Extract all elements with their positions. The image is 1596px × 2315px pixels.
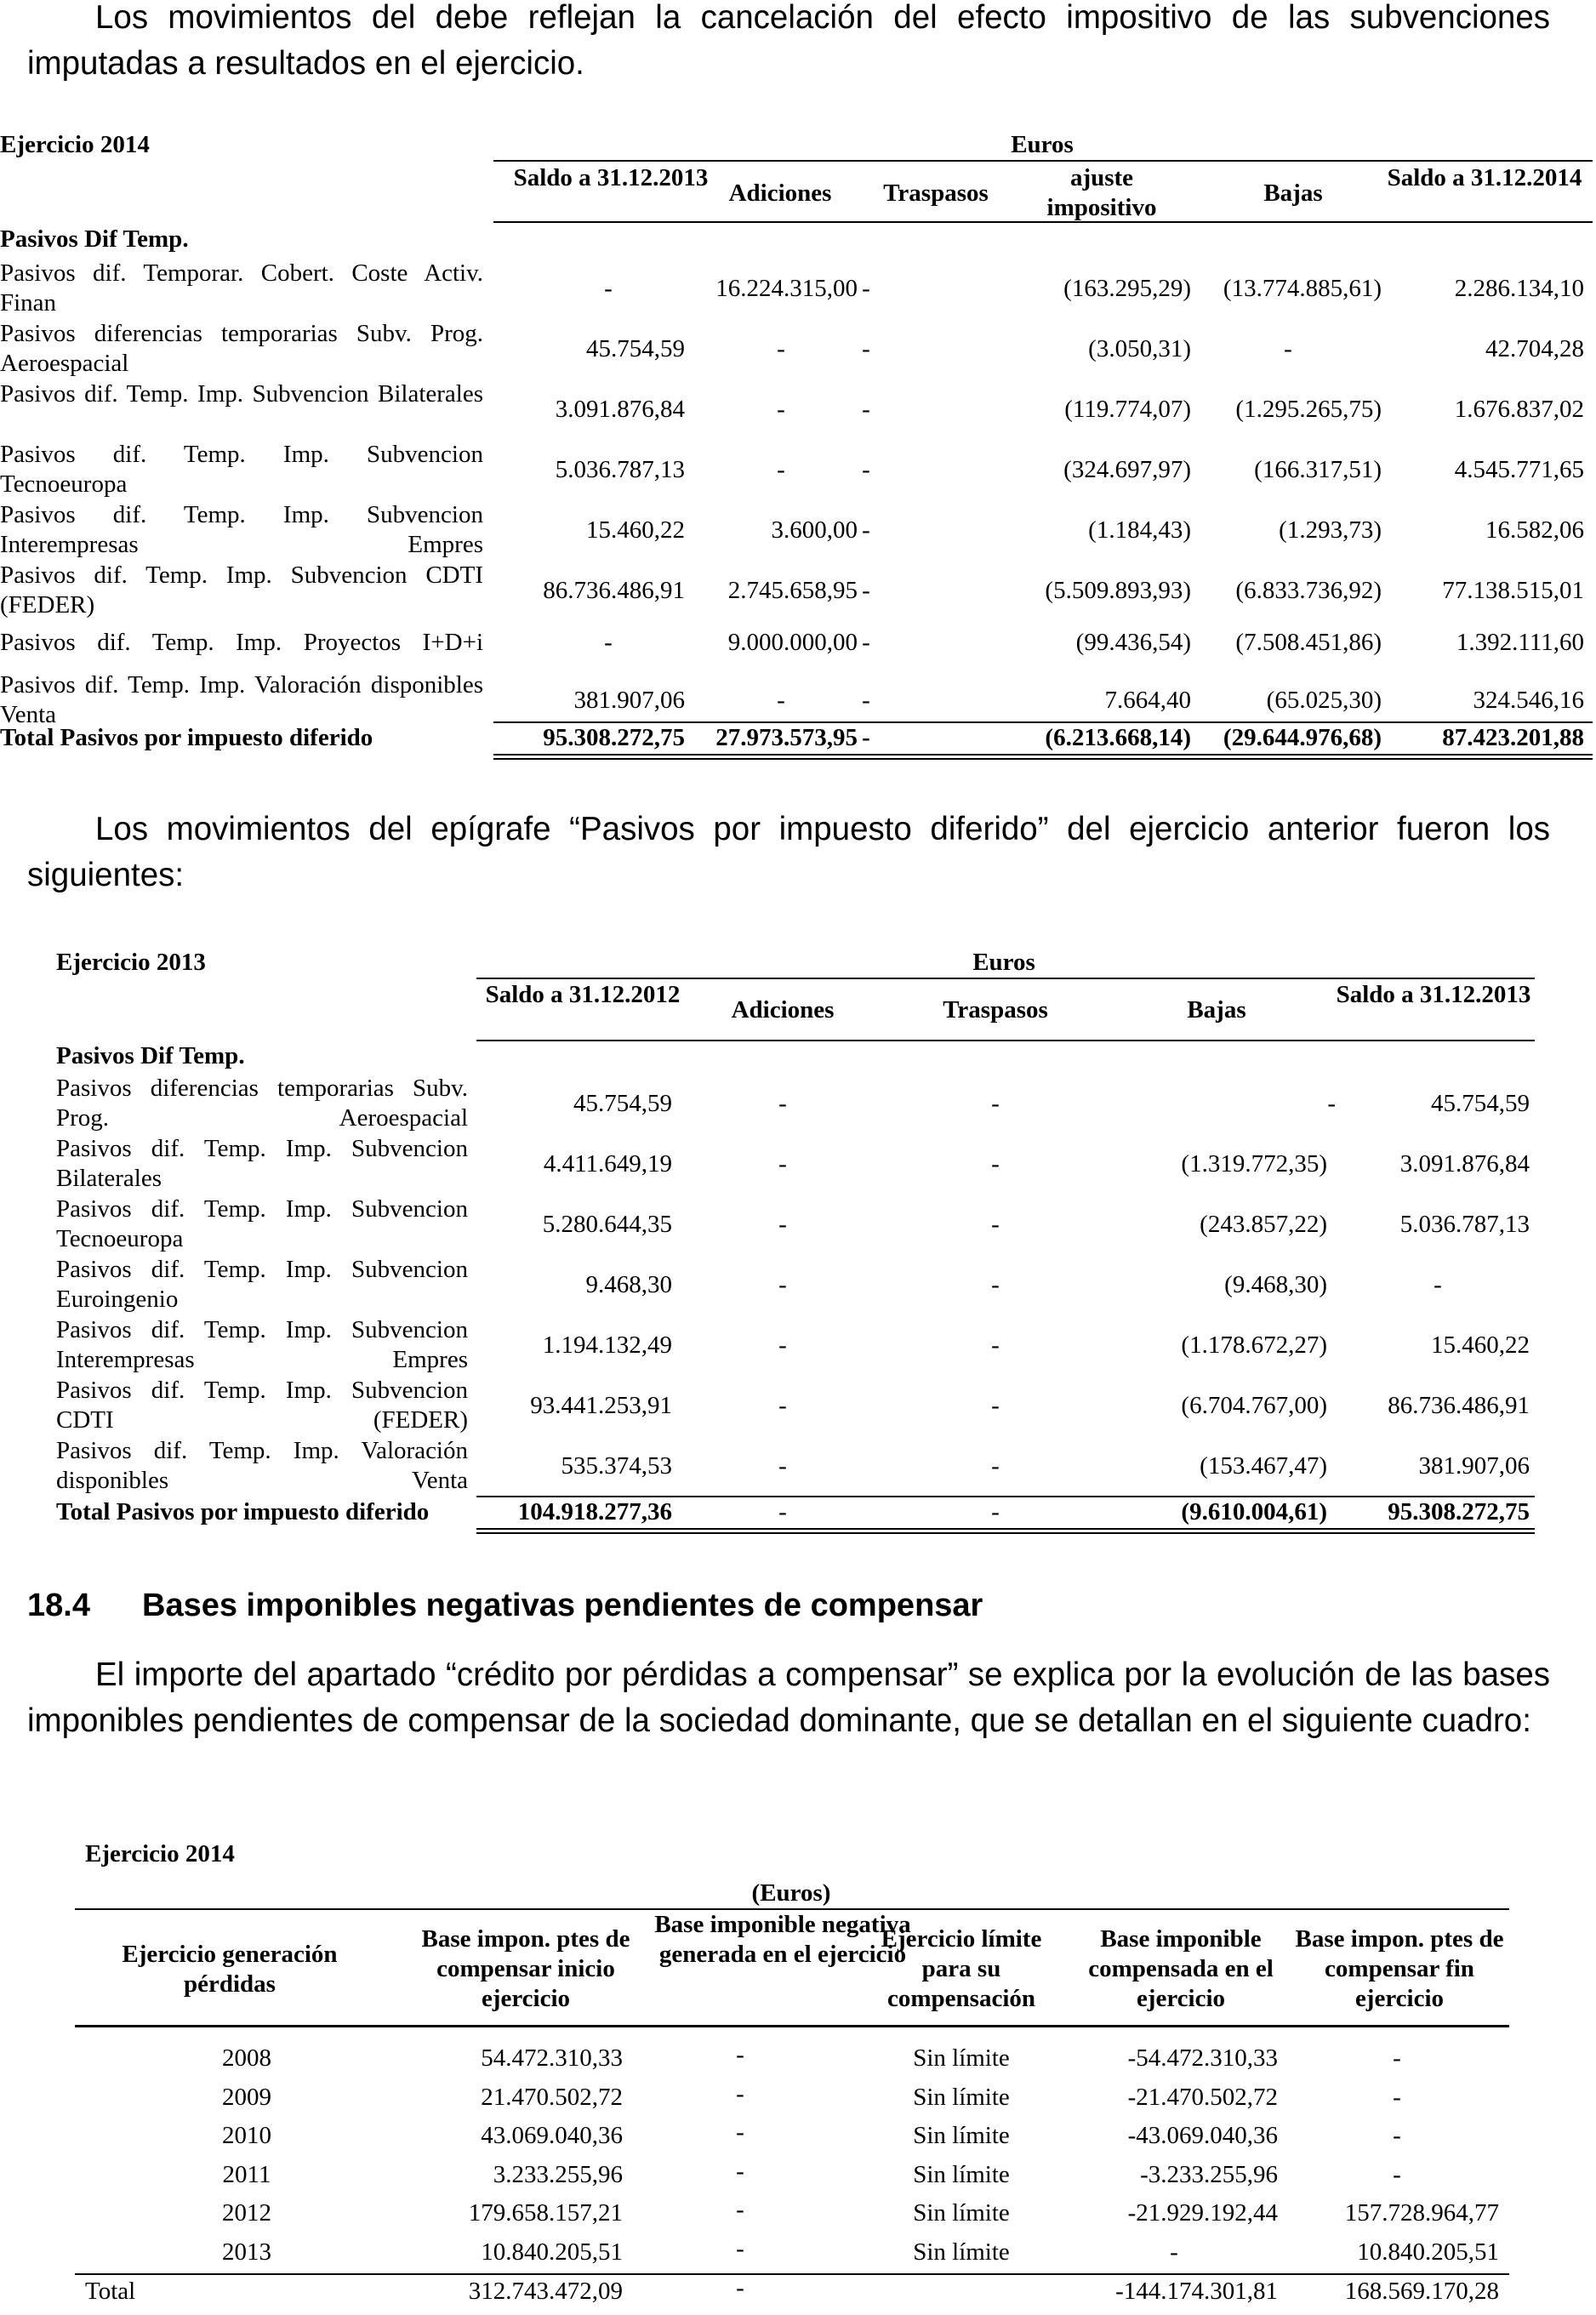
cell-value: - — [777, 687, 785, 714]
row-label: Pasivos dif. Temp. Imp. Subvencion Bilaterales — [0, 380, 483, 408]
total-value: 27.973.573,95 — [715, 724, 858, 751]
cell-value: (1.184,43) — [1088, 516, 1191, 544]
row-label: Pasivos dif. Temp. Imp. Valoración disponibles Venta — [56, 1437, 468, 1494]
cell-value: 3.233.255,96 — [493, 2161, 623, 2188]
cell-value: Sin límite — [913, 2084, 1010, 2111]
cell-value: - — [991, 1150, 1000, 1177]
cell-value: (119.774,07) — [1064, 396, 1191, 423]
cell-value: 16.224.315,00 — [715, 275, 858, 302]
cell-value: 45.754,59 — [1431, 1090, 1530, 1117]
cell-value: - — [736, 2158, 744, 2185]
cell-value: -43.069.040,36 — [1127, 2122, 1278, 2149]
total-value: - — [736, 2274, 744, 2301]
intro-paragraph: Los movimientos del debe reflejan la cancelación del efecto impositivo de las subvenciones imputadas a resultados en el ejercicio. — [27, 0, 1550, 82]
total-label: Total Pasivos por impuesto diferido — [56, 1498, 430, 1525]
total-value: (6.213.668,14) — [1045, 724, 1191, 751]
cell-value: - — [736, 2118, 744, 2146]
cell-value: 5.036.787,13 — [555, 456, 685, 483]
cell-value: (1.178.672,27) — [1181, 1331, 1327, 1359]
cell-value: (1.295.265,75) — [1235, 396, 1382, 423]
cell-value: -21.929.192,44 — [1127, 2199, 1278, 2227]
cell-value: - — [778, 1392, 787, 1419]
total-rule-top — [75, 2273, 1509, 2275]
cell-value: - — [991, 1392, 1000, 1419]
cell-value: (153.467,47) — [1200, 1452, 1327, 1480]
cell-value: - — [736, 2080, 744, 2107]
cell-value: Sin límite — [913, 2161, 1010, 2188]
cell-value: - — [862, 516, 870, 544]
column-header: Base impon. ptes de compensar fin ejercicio — [1295, 1925, 1504, 2012]
year-cell: 2012 — [222, 2199, 271, 2227]
cell-value: Sin límite — [913, 2199, 1010, 2227]
cell-value: - — [778, 1452, 787, 1480]
row-label: Pasivos dif. Temp. Imp. Subvencion Tecnoeuropa — [0, 441, 483, 498]
cell-value: 93.441.253,91 — [530, 1392, 672, 1419]
cell-value: 157.728.964,77 — [1344, 2199, 1499, 2227]
total-value: - — [862, 724, 870, 751]
cell-value: 43.069.040,36 — [481, 2122, 623, 2149]
cell-value: - — [1327, 1090, 1336, 1117]
cell-value: 381.907,06 — [1418, 1452, 1530, 1480]
cell-value: 15.460,22 — [1431, 1331, 1530, 1359]
column-header: Adiciones — [731, 996, 835, 1024]
total-value: 95.308.272,75 — [1388, 1498, 1530, 1525]
year-cell: 2009 — [222, 2084, 271, 2111]
cell-value: - — [604, 275, 613, 302]
cell-value: 15.460,22 — [586, 516, 685, 544]
column-header: Saldo a 31.12.2014 — [1387, 164, 1582, 191]
cell-value: - — [604, 629, 613, 656]
total-value: (29.644.976,68) — [1223, 724, 1382, 751]
total-value: 104.918.277,36 — [517, 1498, 672, 1525]
cell-value: (1.293,73) — [1279, 516, 1382, 544]
cell-value: (6.704.767,00) — [1181, 1392, 1327, 1419]
year-cell: 2008 — [222, 2044, 271, 2072]
year-cell: 2013 — [222, 2238, 271, 2266]
cell-value: 3.600,00 — [771, 516, 858, 544]
table-caption: Ejercicio 2013 — [56, 949, 206, 976]
column-header: Saldo a 31.12.2013 — [1336, 981, 1531, 1008]
cell-value: 42.704,28 — [1485, 335, 1584, 362]
row-label: Pasivos dif. Temp. Imp. Subvencion CDTI (FEDER) — [56, 1377, 468, 1434]
year-cell: 2011 — [222, 2161, 271, 2188]
total-value: - — [778, 1498, 787, 1525]
header-rule-bottom — [75, 2025, 1509, 2027]
cell-value: 16.582,06 — [1485, 516, 1584, 544]
table-caption: Ejercicio 2014 — [85, 1840, 235, 1867]
total-value: 87.423.201,88 — [1442, 724, 1584, 751]
cell-value: 2.745.658,95 — [727, 577, 858, 604]
cell-value: - — [778, 1150, 787, 1177]
cell-value: 4.545.771,65 — [1454, 456, 1584, 483]
cell-value: (65.025,30) — [1266, 687, 1382, 714]
cell-value: - — [991, 1211, 1000, 1238]
column-header: Adiciones — [728, 180, 832, 207]
cell-value: - — [991, 1452, 1000, 1480]
cell-value: 86.736.486,91 — [1388, 1392, 1530, 1419]
column-header: Traspasos — [883, 180, 989, 207]
cell-value: - — [1393, 2161, 1401, 2188]
cell-value: - — [862, 577, 870, 604]
cell-value: -21.470.502,72 — [1127, 2084, 1278, 2111]
units-label: Euros — [972, 949, 1035, 976]
row-label: Pasivos dif. Temporar. Cobert. Coste Activ. Finan — [0, 259, 483, 316]
cell-value: - — [778, 1271, 787, 1298]
cell-value: - — [778, 1090, 787, 1117]
column-header: Base imponible negativa generada en el ejercicio — [654, 1911, 911, 1968]
row-label: Pasivos dif. Temp. Imp. Subvencion Euroingenio — [56, 1256, 468, 1313]
bases-paragraph: El importe del apartado “crédito por pérdidas a compensar” se explica por la evolución de las bases imponibles pendientes de compensar de la sociedad dominante, que se detallan en el siguiente cuadro: — [27, 1656, 1550, 1739]
cell-value: 1.676.837,02 — [1454, 396, 1584, 423]
cell-value: 86.736.486,91 — [543, 577, 685, 604]
cell-value: -3.233.255,96 — [1140, 2161, 1278, 2188]
total-value: 95.308.272,75 — [543, 724, 685, 751]
row-label: Pasivos dif. Temp. Imp. Subvencion Interempresas Empres — [0, 501, 483, 558]
cell-value: 10.840.205,51 — [1357, 2238, 1499, 2266]
cell-value: 9.000.000,00 — [727, 629, 858, 656]
column-header: Bajas — [1263, 180, 1323, 207]
cell-value: 77.138.515,01 — [1442, 577, 1584, 604]
cell-value: 2.286.134,10 — [1454, 275, 1584, 302]
cell-value: (324.697,97) — [1063, 456, 1191, 483]
units-label: Euros — [1011, 131, 1074, 158]
total-value: 312.743.472,09 — [468, 2278, 623, 2305]
cell-value: - — [862, 396, 870, 423]
cell-value: 7.664,40 — [1104, 687, 1191, 714]
total-value: (9.610.004,61) — [1181, 1498, 1327, 1525]
cell-value: Sin límite — [913, 2044, 1010, 2072]
cell-value: - — [736, 2041, 744, 2068]
middle-paragraph: Los movimientos del epígrafe “Pasivos por impuesto diferido” del ejercicio anterior fueron los siguientes: — [27, 811, 1550, 893]
cell-value: - — [1393, 2044, 1401, 2072]
row-label: Pasivos dif. Temp. Imp. Subvencion Interempresas Empres — [56, 1316, 468, 1373]
row-label: Pasivos dif. Temp. Imp. Valoración disponibles Venta — [0, 671, 483, 728]
section-number: 18.4 — [27, 1588, 90, 1623]
row-label: Pasivos diferencias temporarias Subv. Prog. Aeroespacial — [56, 1075, 468, 1132]
cell-value: (163.295,29) — [1063, 275, 1191, 302]
section-title: Bases imponibles negativas pendientes de compensar — [142, 1588, 983, 1623]
cell-value: - — [736, 2196, 744, 2223]
column-header: Saldo a 31.12.2013 — [513, 164, 709, 191]
cell-value: 3.091.876,84 — [555, 396, 685, 423]
cell-value: (13.774.885,61) — [1223, 275, 1382, 302]
cell-value: - — [991, 1271, 1000, 1298]
total-label: Total — [85, 2278, 136, 2305]
cell-value: -54.472.310,33 — [1127, 2044, 1278, 2072]
row-label: Pasivos dif. Temp. Imp. Subvencion Tecnoeuropa — [56, 1195, 468, 1252]
row-label: Pasivos dif. Temp. Imp. Subvencion CDTI (FEDER) — [0, 562, 483, 619]
cell-value: 3.091.876,84 — [1399, 1150, 1530, 1177]
cell-value: 1.392.111,60 — [1456, 629, 1584, 656]
cell-value: 54.472.310,33 — [481, 2044, 623, 2072]
table-caption: Ejercicio 2014 — [0, 131, 150, 158]
cell-value: - — [1284, 335, 1292, 362]
cell-value: 21.470.502,72 — [481, 2084, 623, 2111]
cell-value: - — [991, 1090, 1000, 1117]
cell-value: - — [777, 335, 785, 362]
cell-value: - — [777, 456, 785, 483]
cell-value: (5.509.893,93) — [1045, 577, 1191, 604]
column-header: Traspasos — [943, 996, 1048, 1024]
cell-value: Sin límite — [913, 2238, 1010, 2266]
cell-value: 5.036.787,13 — [1399, 1211, 1530, 1238]
cell-value: 5.280.644,35 — [542, 1211, 672, 1238]
cell-value: - — [862, 629, 870, 656]
cell-value: Sin límite — [913, 2122, 1010, 2149]
section-title: Pasivos Dif Temp. — [0, 225, 189, 253]
column-header: Base imponible compensada en el ejercicio — [1088, 1925, 1274, 2012]
column-header: Saldo a 31.12.2012 — [485, 981, 681, 1008]
cell-value: (3.050,31) — [1088, 335, 1191, 362]
cell-value: (6.833.736,92) — [1235, 577, 1382, 604]
cell-value: - — [862, 456, 870, 483]
row-label: Pasivos dif. Temp. Imp. Subvencion Bilaterales — [56, 1135, 468, 1192]
year-cell: 2010 — [222, 2122, 271, 2149]
cell-value: 45.754,59 — [586, 335, 685, 362]
cell-value: - — [778, 1331, 787, 1359]
cell-value: (1.319.772,35) — [1181, 1150, 1327, 1177]
cell-value: - — [991, 1331, 1000, 1359]
section-title: Pasivos Dif Temp. — [56, 1042, 245, 1069]
cell-value: (7.508.451,86) — [1235, 629, 1382, 656]
cell-value: (99.436,54) — [1075, 629, 1191, 656]
cell-value: (243.857,22) — [1200, 1211, 1327, 1238]
column-header: Ejercicio límite para su compensación — [881, 1925, 1042, 2012]
column-header: ajuste impositivo — [1046, 164, 1157, 221]
units-label: (Euros) — [751, 1879, 831, 1907]
total-value: -144.174.301,81 — [1115, 2278, 1278, 2305]
cell-value: - — [1393, 2084, 1401, 2111]
cell-value: 324.546,16 — [1473, 687, 1584, 714]
cell-value: 10.840.205,51 — [481, 2238, 623, 2266]
cell-value: 45.754,59 — [573, 1090, 672, 1117]
cell-value: - — [1170, 2238, 1178, 2266]
column-header: Ejercicio generación pérdidas — [122, 1941, 338, 1998]
cell-value: - — [862, 687, 870, 714]
cell-value: - — [862, 275, 870, 302]
cell-value: (9.468,30) — [1224, 1271, 1327, 1298]
row-label: Pasivos diferencias temporarias Subv. Prog. Aeroespacial — [0, 320, 483, 377]
column-header: Base impon. ptes de compensar inicio ejercicio — [421, 1925, 630, 2012]
cell-value: 381.907,06 — [573, 687, 685, 714]
cell-value: - — [777, 396, 785, 423]
row-label: Pasivos dif. Temp. Imp. Proyectos I+D+i — [0, 629, 483, 656]
total-value: 168.569.170,28 — [1344, 2278, 1499, 2305]
cell-value: - — [1393, 2122, 1401, 2149]
total-label: Total Pasivos por impuesto diferido — [0, 724, 373, 751]
column-header: Bajas — [1187, 996, 1246, 1024]
total-value: - — [991, 1498, 1000, 1525]
cell-value: (166.317,51) — [1254, 456, 1382, 483]
cell-value: 9.468,30 — [585, 1271, 672, 1298]
cell-value: 535.374,53 — [561, 1452, 672, 1480]
cell-value: 4.411.649,19 — [543, 1150, 672, 1177]
cell-value: - — [736, 2235, 744, 2262]
cell-value: 179.658.157,21 — [468, 2199, 623, 2227]
cell-value: 1.194.132,49 — [542, 1331, 672, 1359]
cell-value: - — [862, 335, 870, 362]
cell-value: - — [1434, 1271, 1442, 1298]
cell-value: - — [778, 1211, 787, 1238]
